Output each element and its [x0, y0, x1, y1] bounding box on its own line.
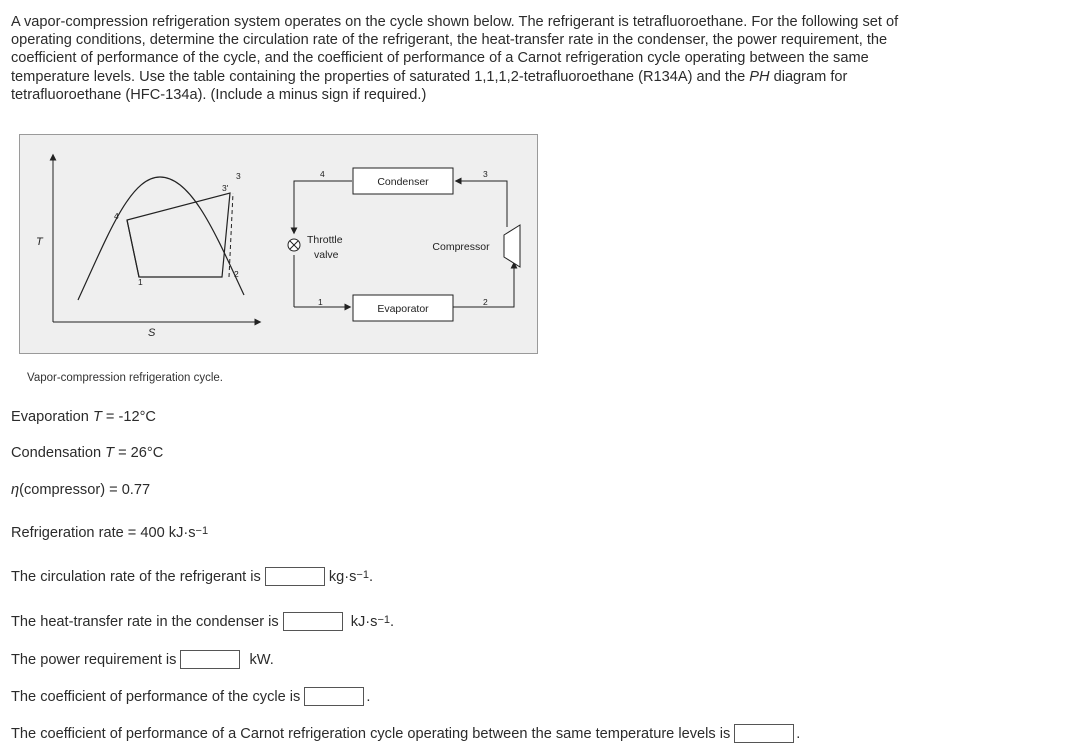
circulation-rate-input[interactable]	[265, 567, 325, 586]
q1-unit-exp: −1	[356, 568, 369, 581]
ts-point-2: 2	[234, 269, 239, 279]
loop-top-right	[456, 181, 507, 227]
condenser-heat-input[interactable]	[283, 612, 343, 631]
state-2: 2	[483, 297, 488, 307]
condensation-label: Condensation	[11, 445, 106, 461]
condensation-value: = 26°C	[114, 445, 164, 461]
q1-text: The circulation rate of the refrigerant is	[11, 568, 261, 585]
q1-tail: .	[368, 568, 374, 585]
q4-tail: .	[366, 688, 371, 705]
q2-tail: .	[390, 613, 395, 630]
ts-point-4: 4	[114, 211, 119, 221]
question-cop-carnot	[11, 724, 800, 743]
cycle-figure-svg	[20, 135, 539, 355]
compressor-efficiency	[11, 482, 150, 498]
evaporator-label: Evaporator	[377, 303, 429, 315]
throttle-label-1: Throttle	[307, 234, 343, 246]
evaporation-label: Evaporation	[11, 409, 93, 425]
q2-unit-exp: −1	[377, 613, 391, 626]
question-condenser-heat	[11, 612, 394, 631]
q2-unit	[351, 614, 394, 630]
compressor-shape	[504, 225, 520, 267]
question-power	[11, 650, 274, 669]
q2-unit-text: kJ·s	[350, 613, 378, 630]
problem-text-2: diagram for tetrafluoroethane (HFC-134a). (Include a minus sign if required.)	[11, 68, 848, 103]
cycle-figure	[19, 134, 538, 354]
compressor-label: Compressor	[432, 241, 490, 253]
cop-carnot-input[interactable]	[734, 724, 794, 743]
evaporation-var: T	[92, 409, 102, 425]
q5-text: The coefficient of performance of a Carnot refrigeration cycle operating between the same temperature levels is	[11, 725, 731, 742]
power-input[interactable]	[180, 650, 240, 669]
cycle-path	[127, 193, 230, 277]
throttle-label-2: valve	[314, 249, 339, 261]
ts-axis-label-t: T	[36, 236, 43, 248]
problem-text-italic: PH	[749, 68, 770, 85]
ts-axis-label-s: S	[148, 327, 156, 339]
question-cop-cycle	[11, 687, 370, 706]
problem-text-1: A vapor-compression refrigeration system operates on the cycle shown below. The refrigerant is tetrafluoroethane. For the following set of operating conditions, determine the circulation rate of the refrigerant, the heat-transfer rate in the condenser, the power requirement, the coefficient of performance of the cycle, and the coefficient of performance of a Carnot refrigeration cycle operating between the same temperature levels. Use the table containing the properties of saturated 1,1,1,2-tetrafluoroethane (R134A) and the	[11, 14, 899, 85]
condensation-var: T	[105, 445, 115, 461]
q2-text: The heat-transfer rate in the condenser is	[11, 613, 279, 630]
ts-point-3-prime: 3'	[222, 183, 229, 193]
condensation-condition	[11, 445, 163, 461]
condenser-label: Condenser	[377, 176, 429, 188]
state-4: 4	[320, 169, 325, 179]
state-1: 1	[318, 297, 323, 307]
refrigeration-rate	[11, 525, 208, 541]
state-3: 3	[483, 169, 488, 179]
evaporation-condition	[11, 409, 156, 425]
evaporation-value: = -12°C	[101, 409, 156, 425]
q5-tail: .	[796, 725, 801, 742]
eta-text: (compressor) = 0.77	[19, 482, 151, 498]
q1-unit	[329, 569, 373, 585]
question-circulation-rate	[11, 567, 373, 586]
refrigeration-exponent: −1	[195, 525, 209, 537]
eta-symbol: η	[11, 482, 20, 498]
loop-top-left	[294, 181, 352, 233]
q4-text: The coefficient of performance of the cycle is	[11, 688, 301, 705]
figure-caption: Vapor-compression refrigeration cycle.	[27, 372, 224, 384]
ts-point-3: 3	[236, 171, 241, 181]
cop-cycle-input[interactable]	[304, 687, 364, 706]
q3-text: The power requirement is	[11, 651, 177, 668]
throttle-line	[127, 220, 139, 277]
ts-point-1: 1	[138, 277, 143, 287]
problem-statement	[11, 13, 951, 104]
q3-unit: kW.	[249, 651, 274, 668]
q1-unit-text: kg·s	[328, 568, 357, 585]
refrigeration-text: Refrigeration rate = 400 kJ·s	[11, 525, 196, 541]
